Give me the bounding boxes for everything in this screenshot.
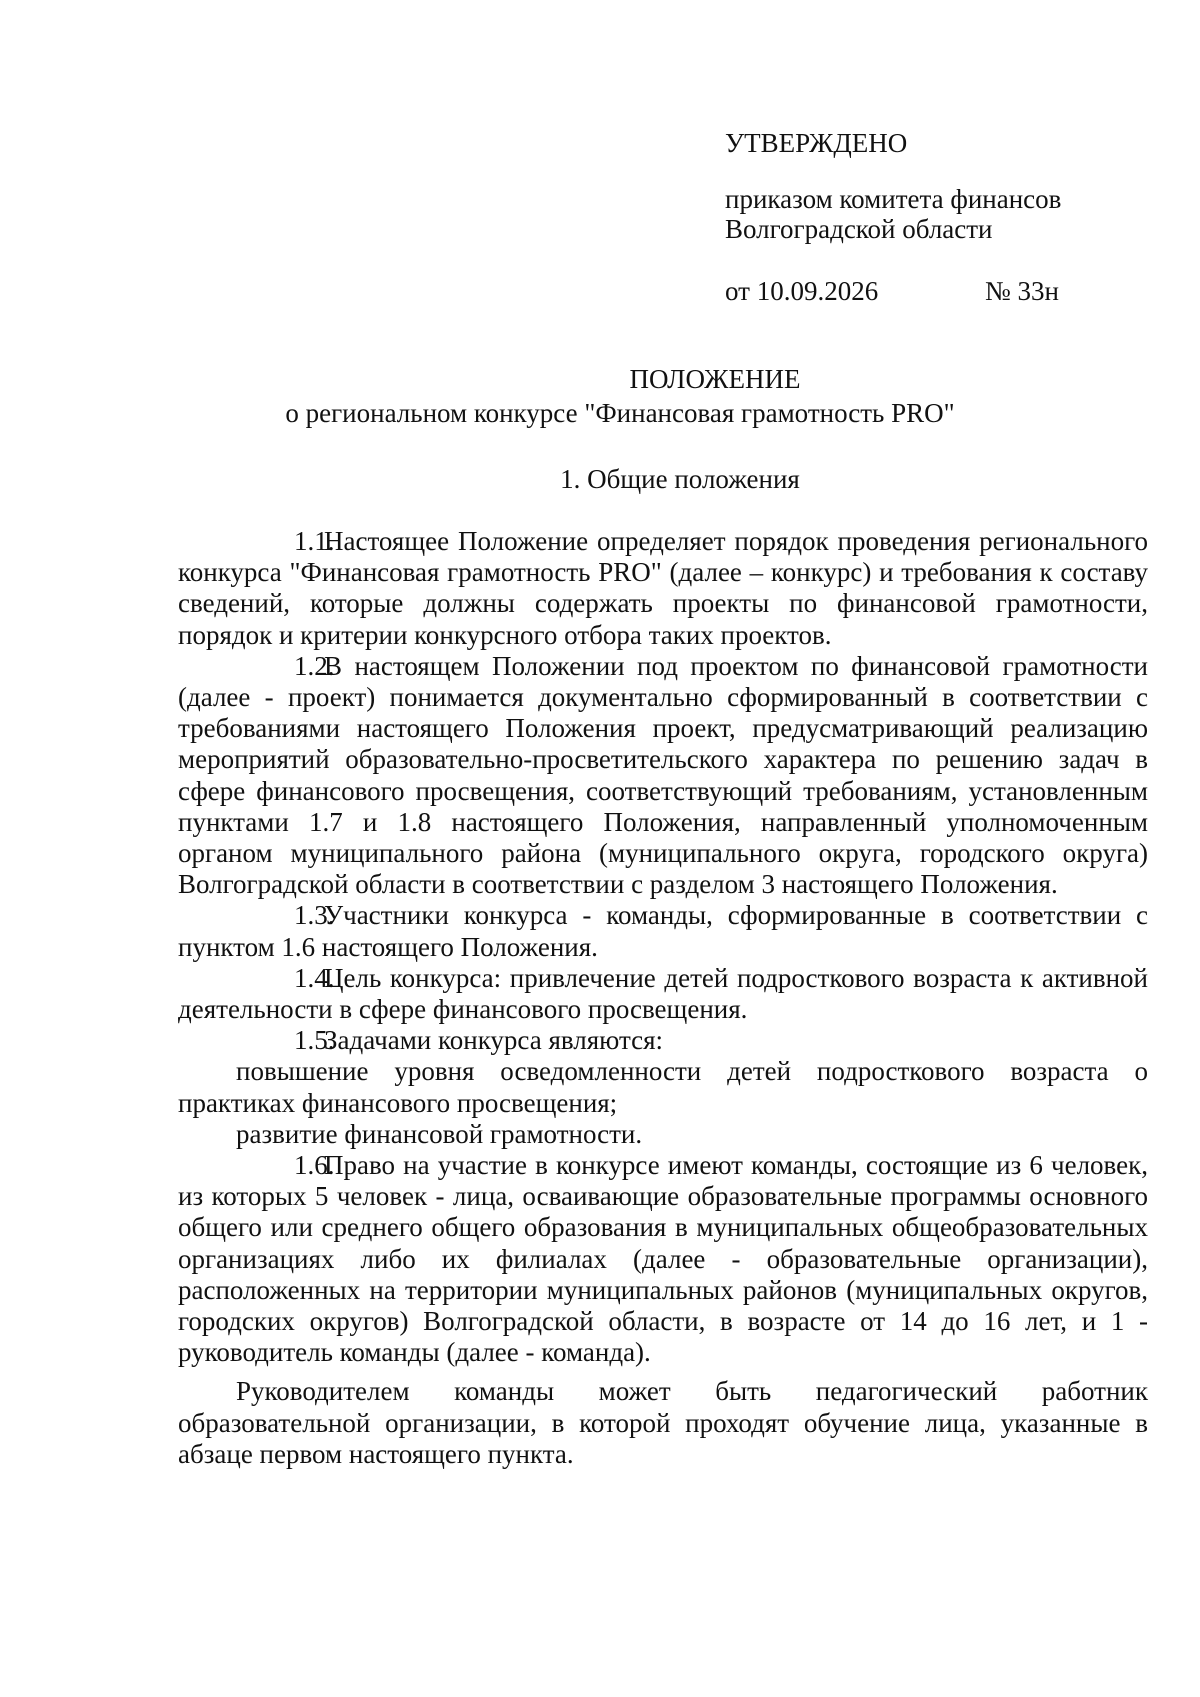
paragraph-text: развитие финансовой грамотности.: [236, 1118, 643, 1149]
paragraph-number: 1.2.: [294, 650, 335, 681]
document-subtitle: о региональном конкурсе "Финансовая грамотность PRO": [285, 398, 955, 428]
document-heading: [180, 362, 1060, 430]
paragraph-text: Право на участие в конкурсе имеют команды, состоящие из 6 человек, из которых 5 человек - лица, осваивающие образовательные программы основного общего или среднего общего образования в муниципальных общеобразовательных организациях либо их филиалах (далее - образовательные организации), расположенных на территории муниципальных районов (муниципальных округов, городских округов) Волгоградской области, в возрасте от 14 до 16 лет, и 1 - руководитель команды (далее - команда).: [178, 1150, 1148, 1368]
paragraph-text: Руководителем команды может быть педагогический работник образовательной организации, в которой проходят обучение лица, указанные в абзаце первом настоящего пункта.: [178, 1376, 1148, 1469]
approval-order-line-1: приказом комитета финансов: [725, 184, 1062, 214]
paragraph: [178, 1119, 1148, 1150]
approval-block: [725, 128, 1125, 306]
paragraph: [178, 1376, 1148, 1470]
paragraph-text: Настоящее Положение определяет порядок проведения регионального конкурса "Финансовая грамотность PRO" (далее – конкурс) и требования к составу сведений, которые должны содержать проекты по финансовой грамотности, порядок и критерии конкурсного отбора таких проектов.: [178, 526, 1148, 650]
document-title: ПОЛОЖЕНИЕ: [629, 364, 801, 394]
approval-order-line-2: Волгоградской области: [725, 214, 993, 244]
approval-date-row: [725, 276, 1125, 306]
approval-title: УТВЕРЖДЕНО: [725, 128, 908, 158]
paragraph-number: 1.1.: [294, 526, 335, 556]
paragraph-text: В настоящем Положении под проектом по финансовой грамотности (далее - проект) понимается документально сформированный в соответствии с требованиями настоящего Положения проект, предусматривающий реализацию мероприятий образовательно-просветительского характера по решению задач в сфере финансового просвещения, соответствующий требованиям, установленным пунктами 1.7 и 1.8 настоящего Положения, направленный уполномоченным органом муниципального района (муниципального округа, городского округа) Волгоградской области в соответствии с разделом 3 настоящего Положения.: [178, 650, 1148, 900]
paragraph-text: Задачами конкурса являются:: [324, 1025, 664, 1056]
paragraph: [178, 1025, 1148, 1056]
section-title: 1. Общие положения: [560, 464, 800, 494]
paragraph-number: 1.3.: [294, 900, 335, 931]
paragraph: [178, 526, 1148, 651]
approval-date: от 10.09.2026: [725, 276, 879, 306]
paragraph: [178, 963, 1148, 1025]
paragraph-text: повышение уровня осведомленности детей подросткового возраста о практиках финансового просвещения;: [178, 1056, 1148, 1118]
approval-number: № 33н: [985, 276, 1059, 306]
paragraph: [178, 900, 1148, 962]
paragraph-number: 1.6.: [294, 1150, 335, 1181]
paragraph-number: 1.4.: [294, 962, 335, 993]
paragraph: [178, 651, 1148, 901]
document-body: [178, 526, 1148, 1470]
paragraph: [178, 1150, 1148, 1368]
paragraph: [178, 1056, 1148, 1118]
paragraph-number: 1.5.: [294, 1025, 335, 1056]
paragraph-text: Участники конкурса - команды, сформированные в соответствии с пунктом 1.6 настоящего Положения.: [178, 900, 1148, 962]
paragraph-text: Цель конкурса: привлечение детей подросткового возраста к активной деятельности в сфере финансового просвещения.: [178, 962, 1148, 1025]
